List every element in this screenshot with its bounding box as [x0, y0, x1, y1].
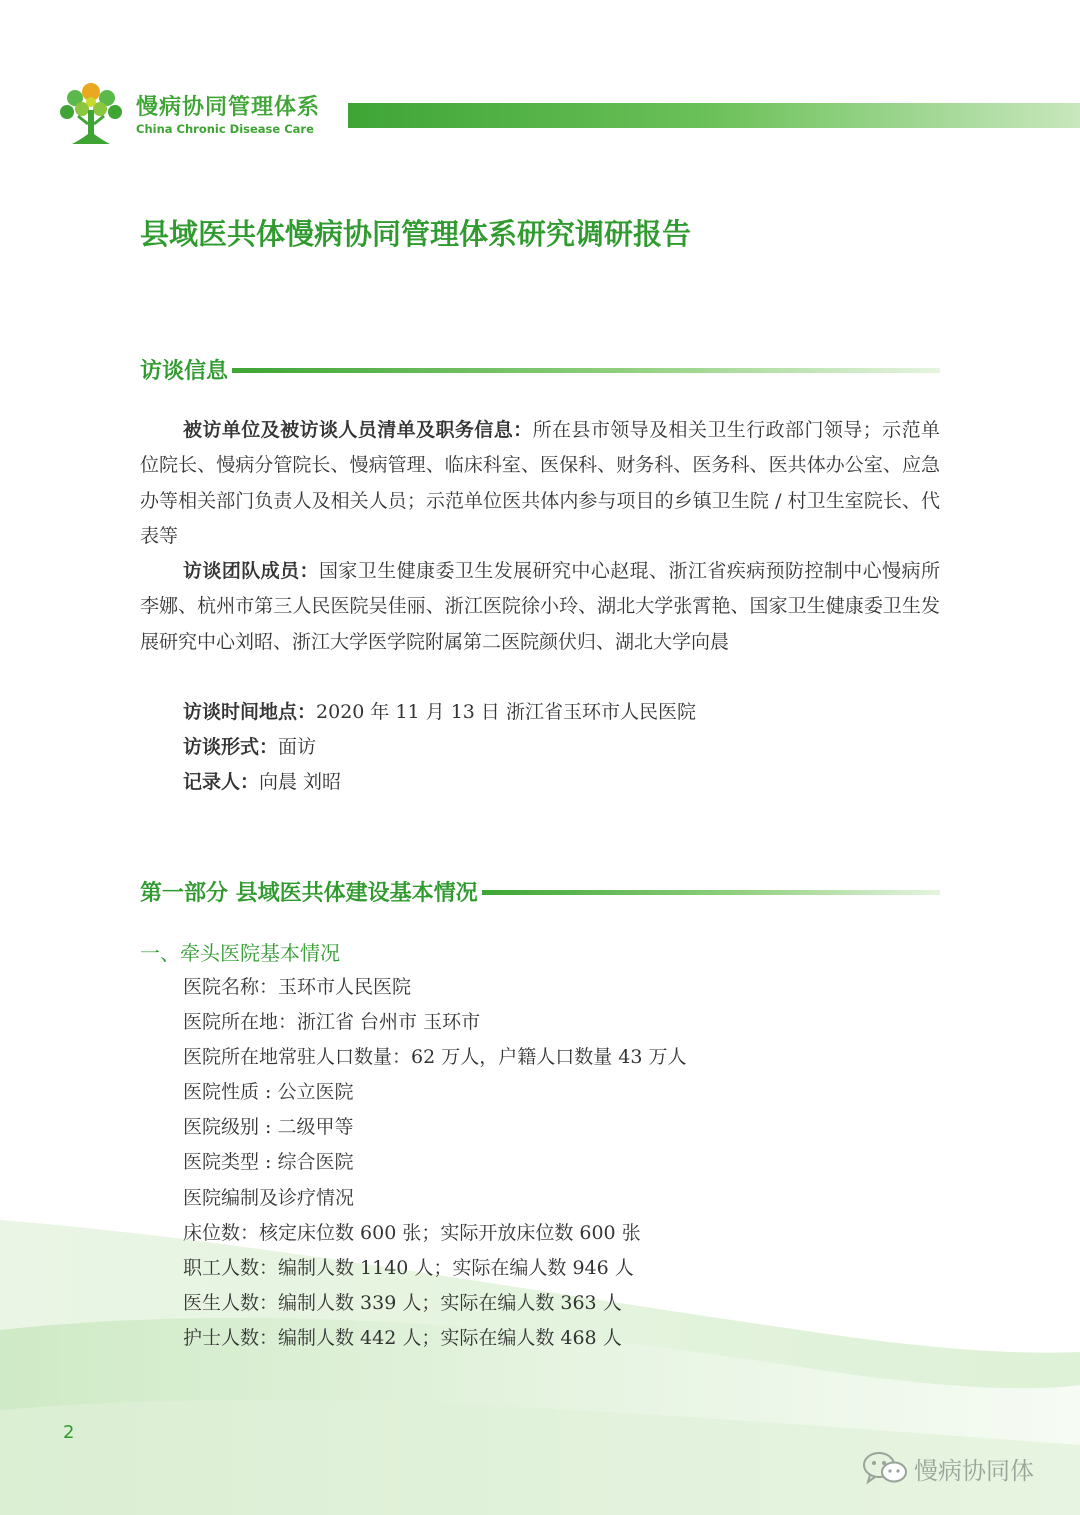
section-heading-text: 访谈信息	[140, 358, 229, 384]
document-title: 县域医共体慢病协同管理体系研究调研报告	[140, 217, 692, 251]
recorder-label: 记录人：	[183, 771, 260, 793]
interviewee-paragraph	[140, 413, 940, 554]
interview-form-label: 访谈形式：	[183, 736, 279, 758]
recorder-line	[183, 765, 341, 800]
interviewee-text: 所在县市领导及相关卫生行政部门领导；示范单位院长、慢病分管院长、慢病管理、临床科室、医保科、财务科、医务科、医共体办公室、应急办等相关部门负责人及相关人员；示范单位医共体内参与项目的乡镇卫生院 / 村卫生室院长、代表等	[140, 419, 940, 547]
interviewee-label: 被访单位及被访谈人员清单及职务信息：	[183, 419, 533, 441]
watermark-text: 慢病协同体	[914, 1456, 1034, 1485]
logo-chinese-text: 慢病协同管理体系	[136, 95, 321, 120]
interview-time-label: 访谈时间地点：	[183, 701, 317, 723]
hospital-info-line: 医院编制及诊疗情况	[183, 1187, 355, 1209]
interview-form-text: 面访	[278, 736, 317, 758]
team-paragraph	[140, 554, 940, 660]
section-heading-rule	[482, 890, 940, 895]
hospital-info-line: 医院所在地常驻人口数量：62 万人，户籍人口数量 43 万人	[183, 1046, 687, 1068]
section-heading-interview	[140, 352, 940, 386]
logo-english-text: China Chronic Disease Care	[136, 122, 314, 136]
hospital-info-line: 医院级别 : 二级甲等	[183, 1116, 354, 1138]
hospital-info-line: 职工人数：编制人数 1140 人；实际在编人数 946 人	[183, 1257, 634, 1279]
wechat-icon	[862, 1451, 908, 1485]
section-heading-rule	[232, 368, 940, 373]
page-header	[0, 0, 1080, 160]
page-number: 2	[63, 1422, 75, 1443]
hospital-info-line: 床位数：核定床位数 600 张；实际开放床位数 600 张	[183, 1222, 641, 1244]
wechat-watermark	[862, 1450, 1034, 1486]
hospital-info-line: 护士人数：编制人数 442 人；实际在编人数 468 人	[183, 1327, 622, 1349]
hospital-info-line: 医院类型 : 综合医院	[183, 1151, 354, 1173]
interview-time-line	[183, 695, 696, 730]
interview-time-text: 2020 年 11 月 13 日 浙江省玉环市人民医院	[316, 701, 696, 723]
subsection-heading: 一、牵头医院基本情况	[140, 941, 340, 965]
header-gradient-bar	[348, 103, 1080, 128]
team-text: 国家卫生健康委卫生发展研究中心赵琨、浙江省疾病预防控制中心慢病所李娜、杭州市第三人民医院吴佳丽、浙江医院徐小玲、湖北大学张霄艳、国家卫生健康委卫生发展研究中心刘昭、浙江大学医学院附属第二医院颜伏归、湖北大学向晨	[140, 560, 940, 653]
hospital-info-line: 医院性质 : 公立医院	[183, 1081, 354, 1103]
section-heading-part1	[140, 874, 940, 908]
section-heading-text: 第一部分 县域医共体建设基本情况	[140, 880, 478, 906]
recorder-text: 向晨 刘昭	[259, 771, 342, 793]
hospital-info-line: 医院名称：玉环市人民医院	[183, 976, 412, 998]
tree-logo-icon	[58, 78, 124, 148]
team-label: 访谈团队成员：	[183, 560, 319, 582]
hospital-info-line: 医院所在地：浙江省 台州市 玉环市	[183, 1011, 481, 1033]
hospital-info-line: 医生人数：编制人数 339 人；实际在编人数 363 人	[183, 1292, 622, 1314]
interview-form-line	[183, 730, 316, 765]
